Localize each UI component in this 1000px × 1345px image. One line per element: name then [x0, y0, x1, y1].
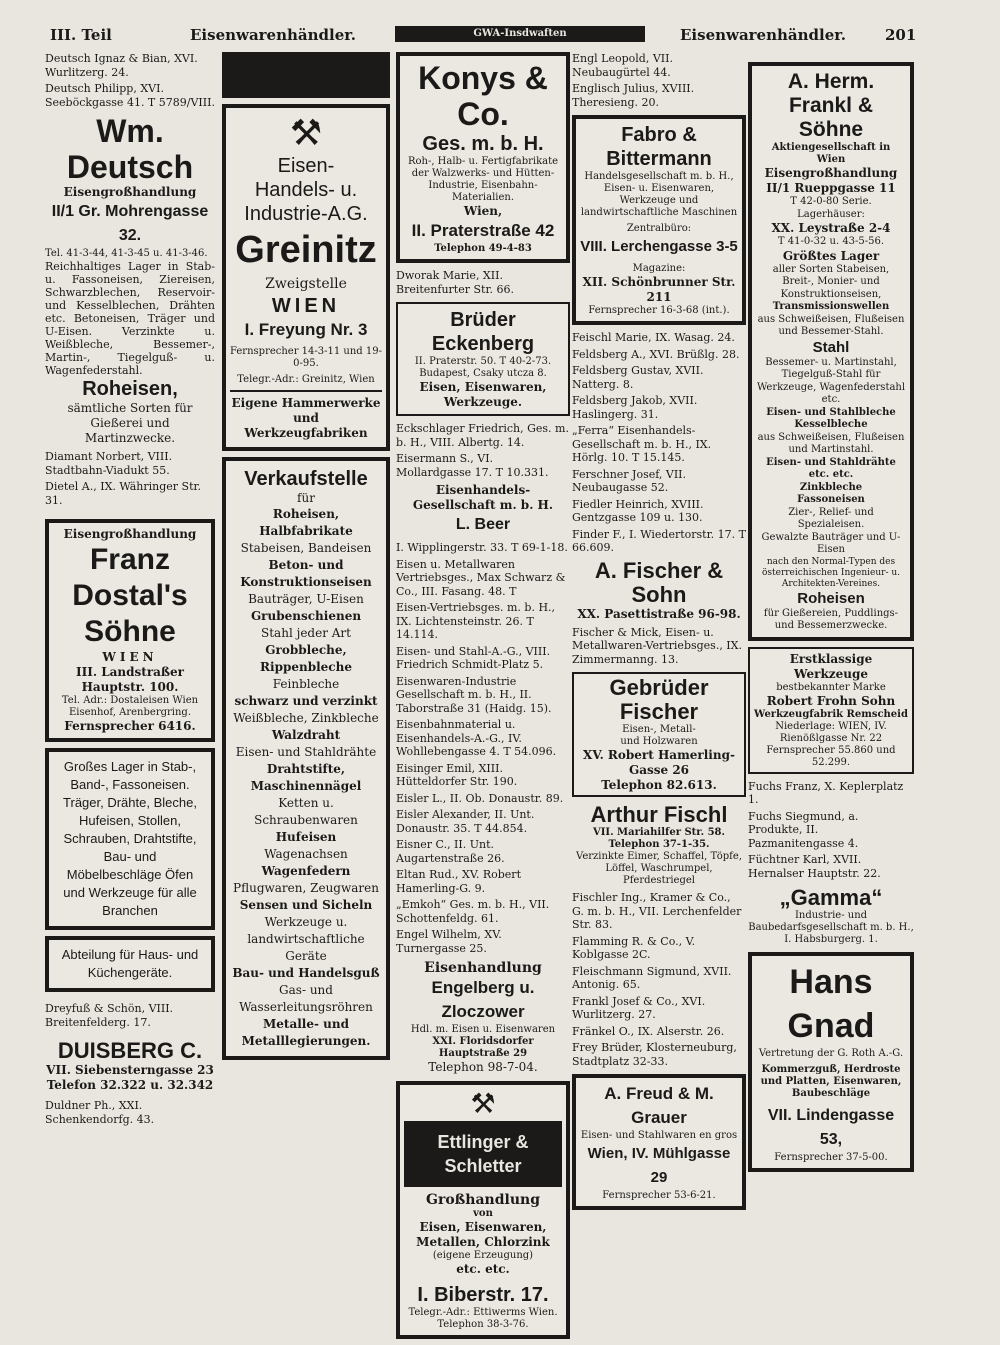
ad-line: II. Praterstr. 50. T 40-2-73. [414, 356, 552, 367]
entry: Fuchs Siegmund, a. Produkte, II. Pazmanitengasse 4. [748, 809, 859, 850]
verkauf-item: Pflugwaren, Zeugwaren [233, 881, 379, 895]
entry: Englisch Julius, XVIII. Theresieng. 20. [572, 82, 695, 109]
ad-tel: Tel. Adr.: Dostaleisen Wien [61, 695, 199, 706]
ad-line: Budapest, Csaky utcza 8. [419, 368, 547, 379]
ad-title: Wm. Deutsch [66, 113, 194, 185]
ad-line: Niederlage: WIEN, IV. Rienößlgasse Nr. 22 [775, 720, 887, 744]
ad-title: „Gamma“ [779, 885, 883, 910]
ad-sub: Ges. m. b. H. [422, 133, 544, 155]
entry: Feldsberg Jakob, XVII. Haslingerg. 31. [572, 394, 698, 421]
header-bar: GWA-Insdwaften [395, 26, 645, 42]
entry: Fuchs Franz, X. Keplerplatz 1. [748, 779, 904, 806]
entry: Frankl Josef & Co., XVI. Wurlitzerg. 27. [572, 994, 706, 1021]
hammer-icon: ⚒ [470, 1087, 496, 1120]
ad-title: A. Freud & M. Grauer [604, 1084, 714, 1127]
entry: „Ferra“ Eisenhandels-Gesellschaft m. b. H., IX. Hörlg. 10. T 15.145. [572, 424, 712, 464]
verkauf-item: Grubenschienen [250, 609, 362, 623]
ad-address: XX. Pasettistraße 96-98. [577, 606, 741, 621]
entry: Dworak Marie, XII. Breitenfurter Str. 66. [396, 269, 514, 296]
verkauf-item: Metalle- und Metalllegierungen. [241, 1017, 371, 1048]
verkauf-item: Grobbleche, Rippenbleche [260, 643, 352, 674]
ad-address: VII. Mariahilfer Str. 58. Telephon 37-1-35. [592, 827, 725, 850]
ad-freud [572, 1074, 746, 1210]
ad-line: bestbekannter Marke [776, 681, 886, 693]
ad-title: Verkaufstelle [244, 468, 368, 490]
ad-tel: Fernsprecher 16-3-68 (int.). [588, 305, 730, 316]
column-2 [222, 52, 390, 1066]
ad-frankl [748, 62, 914, 641]
ad-body: Eisen, Eisenwaren, Metallen, Chlorzink [416, 1220, 550, 1249]
entry: Feischl Marie, IX. Wasag. 24. [572, 331, 735, 344]
ad-phone: Fernsprecher 6416. [64, 719, 196, 733]
ad-line: Zinkbleche [799, 481, 863, 493]
ad-line: Werkzeugfabrik Remscheid [754, 708, 908, 720]
column-3 [396, 52, 570, 1345]
ad-abteilung: Abteilung für Haus- und Küchengeräte. [45, 936, 215, 992]
ad-line: XXI. Floridsdorfer Hauptstraße 29 [432, 1036, 534, 1059]
entry: Deutsch Philipp, XVI. Seeböckgasse 41. T 5789/VIII. [45, 82, 215, 109]
ad-line: für Gießereien, Puddlings- und Bessemerzwecke. [763, 607, 899, 631]
verkauf-item: Hufeisen [275, 830, 337, 844]
ad-line: Kesselbleche [794, 419, 868, 430]
ad-sub: Eisenhandlung [424, 960, 542, 976]
ad-tel: Telefon 32.322 u. 32.342 [46, 1078, 214, 1092]
entry: Flamming R. & Co., V. Koblgasse 2C. [572, 934, 696, 961]
entry: Eisenwaren-Industrie Gesellschaft m. b. H., II. Taborstraße 31 (Haidg. 15). [396, 674, 552, 715]
entry: Engl Leopold, VII. Neubaugürtel 44. [572, 52, 673, 79]
ad-eckenberg [396, 302, 570, 416]
entry: Eisen- und Stahl-A.-G., VIII. Friedrich Schmidt-Platz 5. [396, 644, 551, 671]
entry: Feldsberg Gustav, XVII. Natterg. 8. [572, 364, 704, 391]
ad-line: Fassoneisen [797, 494, 865, 505]
verkauf-item: Roheisen, Halbfabrikate [259, 507, 353, 538]
entry: Fiedler Heinrich, XVIII. Gentzgasse 109 u. 130. [572, 497, 704, 524]
verkauf-item: Walzdraht [271, 728, 341, 742]
ad-tel: Fernsprecher 53-6-21. [602, 1190, 716, 1201]
ad-line: Handels- u. [254, 179, 358, 201]
entry: Dreyfuß & Schön, VIII. Breitenfelderg. 17. [45, 1002, 174, 1029]
ad-line: Roheisen [797, 589, 865, 607]
ad-title: Konys & Co. [418, 60, 548, 132]
entry: Deutsch Ignaz & Bian, XVI. Wurlitzerg. 24. [45, 52, 198, 79]
entry: Eisinger Emil, XIII. Hütteldorfer Str. 190. [396, 761, 518, 788]
ad-fuer: für [297, 491, 315, 505]
ad-fabro [572, 115, 746, 325]
ad-address: VII. Lindengasse 53, [767, 1107, 895, 1148]
ad-line: Industrie-A.G. [244, 203, 368, 225]
ad-title: Hans Gnad [787, 963, 875, 1045]
ad-line: Hdl. m. Eisen u. Eisenwaren [410, 1024, 556, 1035]
ad-line: Bessemer- u. Martinstahl, Tiegelguß-Stahl für Werkzeuge, Wagenfederstahl etc. [756, 356, 906, 405]
entry: Eisler L., II. Ob. Donaustr. 89. [396, 791, 564, 805]
ad-tel: Telephon 49-4-83 [434, 243, 532, 254]
entry: Engel Wilhelm, XV. Turnergasse 25. [396, 928, 502, 955]
ad-konys [396, 52, 570, 263]
ad-line: Eisen- und Stahlbleche [766, 406, 896, 418]
column-4 [572, 52, 746, 1216]
ad-duisberg [45, 1039, 215, 1093]
ad-werk: Eigene Hammerwerke und Werkzeugfabriken [231, 396, 381, 440]
entry: Duldner Ph., XXI. Schenkendorfg. 43. [45, 1099, 155, 1126]
ad-greinitz [222, 104, 390, 451]
ad-address: II. Praterstraße 42 [411, 221, 555, 240]
ad-roheisen: Roheisen, [82, 378, 178, 400]
part-label: III. Teil [50, 26, 112, 44]
ad-address: II/1 Gr. Mohrengasse 32. [51, 203, 209, 244]
verkauf-item: Stahl jeder Art [261, 626, 351, 640]
ad-zb: Zentralbüro: [626, 223, 692, 234]
entry: I. Wipplingerstr. 33. T 69-1-18. [396, 541, 568, 554]
entry: Eckschlager Friedrich, Ges. m. b. H., VIII. Albertg. 14. [396, 422, 569, 449]
entry: Füchtner Karl, XVII. Hernalser Hauptstr. 22. [748, 853, 881, 880]
verkauf-item: Ketten u. Schraubenwaren [254, 796, 358, 827]
ad-tel: Fernsprecher 37-5-00. [774, 1152, 888, 1163]
verkauf-item: Sensen und Sicheln [239, 898, 373, 912]
ad-line: nach den Normal-Typen des österreichischen Ingenieur- u. Architekten-Vereines. [761, 556, 901, 589]
entry: Diamant Norbert, VIII. Stadtbahn-Viadukt 55. [45, 450, 173, 477]
ad-address: VIII. Lerchengasse 3-5 [580, 238, 738, 255]
ad-line: und Holzwaren [620, 736, 698, 747]
ad-mag: Magazine: [632, 263, 686, 274]
ad-beer [396, 483, 570, 537]
ad-line: Zier-, Relief- und Spezialeisen. [788, 506, 874, 530]
ad-line: aller Sorten Stabeisen, Breit-, Monier- und Konstruktionseisen, [772, 263, 890, 300]
entry: Eltan Rud., XV. Robert Hamerling-G. 9. [396, 868, 521, 895]
entry: Dietel A., IX. Währinger Str. 31. [45, 480, 202, 507]
entry: „Emkoh“ Ges. m. b. H., VII. Schottenfeldg. 61. [396, 898, 550, 925]
ad-address: VII. Siebensterngasse 23 [46, 1063, 214, 1077]
verkauf-item: Wagenfedern [261, 864, 351, 878]
verkauf-item: Drahtstifte, Maschinennägel [250, 762, 362, 793]
ad-sub: Eisengroßhandlung [63, 185, 197, 199]
ad-line: Gewalzte Bauträger und U-Eisen [761, 531, 901, 555]
entry: Eisenbahnmaterial u. Eisenhandels-A.-G., IV. Wohllebengasse 4. T 54.096. [396, 718, 557, 758]
ad-title: Ettlinger & Schletter [404, 1121, 562, 1187]
ad-name: Robert Frohn Sohn [766, 693, 896, 708]
black-band [222, 52, 390, 98]
ad-eig: (eigene Erzeugung) [432, 1250, 534, 1261]
ad-city: Wien, [463, 204, 503, 218]
ad-line: Eisen, Eisenwaren, Werkzeuge. [419, 380, 547, 409]
ad-body: Reichhaltiges Lager in Stab- u. Fassoneisen, Ziereisen, Schwarzblechen, Reservoir- und Kesselblechen, Drähten etc. Betoneisen, Träger und U-Eisen. Verzinkte u. Weißbleche, Bessemer-, Martin-, Tiegelguß- u. Wagenfederstahl. [45, 260, 215, 377]
ad-etc: etc. etc. [456, 1262, 510, 1276]
ad-address: XV. Robert Hamerling-Gasse 26 [583, 748, 735, 777]
ad-body: Eisen- und Stahlwaren en gros [580, 1130, 738, 1141]
verkauf-item: schwarz und verzinkt [234, 694, 378, 708]
ad-body: Kommerzguß, Herdroste und Platten, Eisenwaren, Baubeschläge [760, 1064, 902, 1099]
ad-gnad [748, 952, 914, 1172]
ad-roheisen-sub: sämtliche Sorten für Gießerei und Martinzwecke. [67, 401, 193, 445]
column-5 [748, 52, 914, 1178]
entry: Eisen-Vertriebsges. m. b. H., IX. Lichtensteinstr. 26. T 14.114. [396, 601, 556, 641]
ad-city: WIEN [271, 295, 341, 317]
ad-address2: XX. Leystraße 2-4 [771, 221, 891, 235]
ad-body: Industrie- und Baubedarfsgesellschaft m. b. H., I. Habsburgerg. 1. [748, 910, 914, 945]
verkauf-item: Bau- und Handelsguß [232, 966, 380, 980]
entry: Feldsberg A., XVI. Brüßlg. 28. [572, 347, 740, 361]
ad-title: A. Fischer & Sohn [594, 557, 724, 607]
ad-city: WIEN [102, 650, 158, 664]
verkauf-item: Eisen- und Stahldrähte [235, 745, 377, 759]
page-header [40, 22, 960, 48]
divider [230, 390, 382, 392]
ad-title: Greinitz [235, 229, 377, 271]
ad-title: Eisenhandels-Gesellschaft m. b. H. [412, 483, 554, 512]
ad-yard: Eisenhof, Arenbergring. [68, 707, 191, 718]
ad-tel2: T 41-0-32 u. 43-5-56. [777, 236, 885, 247]
ad-sub: Vertretung der G. Roth A.-G. [758, 1048, 904, 1059]
ad-body: Verzinkte Eimer, Schaffel, Töpfe, Löffel, Waschrumpel, Pferdestriegel [576, 851, 742, 886]
verkauf-item: Beton- und Konstruktionseisen [240, 558, 372, 589]
ad-address: II/1 Rueppgasse 11 [766, 181, 896, 195]
header-title-right: Eisenwarenhändler. [680, 26, 847, 44]
ad-tel: T 42-0-80 Serie. [790, 196, 872, 207]
entry: Ferschner Josef, VII. Neubaugasse 52. [572, 467, 687, 494]
ad-address: I. Biberstr. 17. [417, 1284, 549, 1306]
ad-body: Roh-, Halb- u. Fertigfabrikate der Walzwerks- und Hütten-Industrie, Eisenbahn-Materialien. [407, 156, 559, 203]
ad-tel: Fernsprecher 14-3-11 und 19-0-95. [230, 346, 382, 369]
ad-lh: Lagerhäuser: [797, 208, 865, 220]
entry: Fischer & Mick, Eisen- u. Metallwaren-Vertriebsges., IX. Zimmermanng. 13. [572, 625, 742, 666]
verkauf-item: Weißbleche, Zinkbleche [233, 711, 379, 725]
ad-title: Brüder Eckenberg [431, 309, 535, 355]
header-title-left: Eisenwarenhändler. [190, 26, 357, 44]
ad-verkauf [222, 457, 390, 1060]
ad-title: Franz Dostal's Söhne [72, 543, 188, 648]
ad-gebr-fischer [572, 672, 746, 797]
ad-dostal [45, 519, 215, 742]
ad-gh: Eisengroßhandlung [764, 166, 898, 180]
ad-line: Eisen-, Metall- [622, 724, 696, 735]
column-1 [45, 52, 215, 1129]
ad-line: Erstklassige Werkzeuge [789, 651, 873, 681]
entry: Eisermann S., VI. Mollardgasse 17. T 10.331. [396, 452, 549, 479]
entry: Fischler Ing., Kramer & Co., G. m. b. H., VII. Lerchenfelder Str. 83. [572, 891, 742, 931]
ad-ettlinger [396, 1081, 570, 1339]
ad-line: Eisen- [277, 155, 335, 177]
ad-sub: Eisengroßhandlung [63, 527, 197, 541]
ad-tel: Fernsprecher 55.860 und 52.299. [766, 744, 896, 768]
entry: Fleischmann Sigmund, XVII. Antonig. 65. [572, 964, 732, 991]
entry: Frey Brüder, Klosterneuburg, Stadtplatz 32-33. [572, 1041, 737, 1068]
ad-ag: Aktiengesellschaft in Wien [771, 142, 891, 165]
entry: Eisner C., II. Unt. Augartenstraße 26. [396, 838, 505, 865]
ad-title: A. Herm. Frankl & Söhne [787, 70, 875, 141]
ad-adr: Telegr.-Adr.: Greinitz, Wien [237, 374, 375, 385]
entry: Finder F., I. Wiedertorstr. 17. T 66.609. [572, 527, 746, 554]
ad-title: Arthur Fischl [590, 802, 728, 827]
ad-fischl [572, 803, 746, 887]
ad-line: aus Schweißeisen, Flußeisen und Martinstahl. [757, 431, 905, 455]
page-number: 201 [885, 26, 917, 44]
hammer-icon: ⚒ [289, 113, 323, 154]
ad-address: I. Freyung Nr. 3 [244, 320, 368, 339]
verkauf-item: Bauträger, U-Eisen [248, 592, 364, 606]
ad-line: aus Schweißeisen, Flußeisen und Bessemer-Stahl. [757, 313, 905, 337]
ad-gamma [748, 886, 914, 946]
ad-line: Größtes Lager [782, 248, 880, 263]
ad-body: Handelsgesellschaft m. b. H., Eisen- u. Eisenwaren, Werkzeuge und landwirtschaftliche Maschinen [580, 171, 738, 218]
verkauf-item: Gas- und Wasserleitungsröhren [239, 983, 373, 1014]
ad-von: von [473, 1208, 493, 1219]
ad-title: Fabro & Bittermann [606, 124, 712, 170]
entry: Eisen u. Metallwaren Vertriebsges., Max Schwarz & Co., III. Fasang. 48. T [396, 557, 566, 598]
ad-deutsch [45, 113, 215, 446]
ad-tel: Tel. 41-3-44, 41-3-45 u. 41-3-46. [45, 248, 208, 259]
ad-line: Eisen- und Stahldrähte etc. etc. [766, 456, 896, 480]
ad-line: Transmissionswellen [772, 301, 890, 312]
ad-frohn [748, 647, 914, 774]
entry: Fränkel O., IX. Alserstr. 26. [572, 1024, 725, 1038]
ad-title: Engelberg u. Zloczower [431, 978, 535, 1021]
ad-zweig: Zweigstelle [265, 276, 347, 292]
ad-address: Wien, IV. Mühlgasse 29 [587, 1145, 731, 1186]
verkauf-item: Stabeisen, Bandeisen [240, 541, 372, 555]
verkauf-list [230, 506, 382, 1050]
ad-fischer [572, 559, 746, 622]
ad-tel: Telephon 98-7-04. [428, 1060, 538, 1074]
ad-lager: Großes Lager in Stab-, Band-, Fassoneisen. Träger, Drähte, Bleche, Hufeisen, Stollen, Schrauben, Drahtstifte, Bau- und Möbelbeschläge Öfen und Werkzeuge für alle Branchen [45, 748, 215, 930]
ad-address: III. Landstraßer Hauptstr. 100. [76, 665, 184, 694]
verkauf-item: Feinbleche [272, 677, 340, 691]
ad-title: DUISBERG C. [57, 1038, 203, 1063]
ad-tel: Telegr.-Adr.: Ettiwerms Wien. Telephon 38-3-76. [408, 1307, 558, 1330]
entry: Eisler Alexander, II. Unt. Donaustr. 35. T 44.854. [396, 808, 535, 835]
ad-tel: Telephon 82.613. [601, 778, 717, 792]
ad-mag-address: XII. Schönbrunner Str. 211 [582, 275, 736, 304]
ad-title: Gebrüder Fischer [609, 675, 709, 724]
verkauf-item: Wagenachsen [264, 847, 348, 861]
ad-line: Stahl [812, 338, 850, 356]
ad-name: L. Beer [455, 516, 511, 533]
verkauf-item: Werkzeuge u. landwirtschaftliche Geräte [247, 915, 365, 963]
ad-engelberg [396, 961, 570, 1075]
ad-gh: Großhandlung [426, 1192, 540, 1208]
